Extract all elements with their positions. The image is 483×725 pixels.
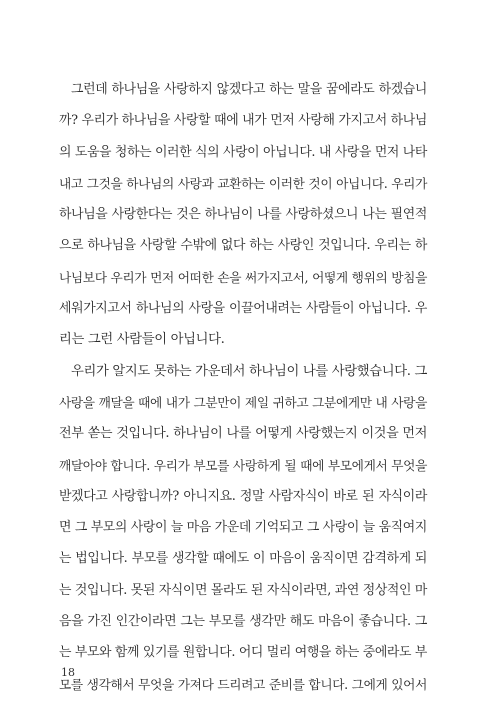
paragraph-1	[59, 74, 427, 356]
text-line: 받겠다고 사랑합니까? 아니지요. 정말 사람자식이 바로 된 자식이라	[59, 488, 427, 504]
text-line: 하나님을 사랑한다는 것은 하나님이 나를 사랑하셨으니 나는 필연적	[59, 207, 427, 223]
text-line: 면 그 부모의 사랑이 늘 마음 가운데 기억되고 그 사랑이 늘 움직여지	[59, 520, 427, 536]
text-line: 그런데 하나님을 사랑하지 않겠다고 하는 말을 꿈에라도 하겠습니	[71, 82, 427, 97]
text-line: 사랑을 깨달을 때에 내가 그분만이 제일 귀하고 그분에게만 내 사랑을	[59, 394, 427, 410]
text-line: 까? 우리가 하나님을 사랑할 때에 내가 먼저 사랑해 가지고서 하나님	[59, 113, 427, 129]
text-line: 으로 하나님을 사랑할 수밖에 없다 하는 사랑인 것입니다. 우리는 하	[59, 238, 427, 254]
text-line: 의 도움을 청하는 이러한 식의 사랑이 아닙니다. 내 사랑을 먼저 나타	[59, 144, 427, 160]
body-text	[59, 74, 427, 700]
text-line: 는 것입니다. 못된 자식이면 몰라도 된 자식이라면, 과연 정상적인 마	[59, 582, 427, 598]
text-line: 깨달아야 합니다. 우리가 부모를 사랑하게 될 때에 부모에게서 무엇을	[59, 457, 427, 473]
text-line: 내고 그것을 하나님의 사랑과 교환하는 이러한 것이 아닙니다. 우리가	[59, 175, 427, 191]
text-line: 세워가지고서 하나님의 사랑을 이끌어내려는 사람들이 아닙니다. 우	[59, 301, 427, 317]
text-line: 는 법입니다. 부모를 생각할 때에도 이 마음이 움직이면 감격하게 되	[59, 551, 427, 567]
text-line: 리는 그런 사람들이 아닙니다.	[59, 332, 225, 348]
text-line: 전부 쏟는 것입니다. 하나님이 나를 어떻게 사랑했는지 이것을 먼저	[59, 426, 427, 442]
page-number: 18	[61, 666, 75, 679]
text-line: 나님보다 우리가 먼저 어떠한 손을 써가지고서, 어떻게 행위의 방침을	[59, 269, 427, 285]
text-line: 는 부모와 함께 있기를 원합니다. 어디 멀리 여행을 하는 중에라도 부	[59, 645, 427, 661]
text-line: 모를 생각해서 무엇을 가져다 드리려고 준비를 합니다. 그에게 있어서	[59, 676, 427, 692]
text-line: 우리가 알지도 못하는 가운데서 하나님이 나를 사랑했습니다. 그	[71, 363, 427, 379]
text-line: 음을 가진 인간이라면 그는 부모를 생각만 해도 마음이 좋습니다. 그	[59, 614, 427, 630]
paragraph-2	[59, 356, 427, 700]
